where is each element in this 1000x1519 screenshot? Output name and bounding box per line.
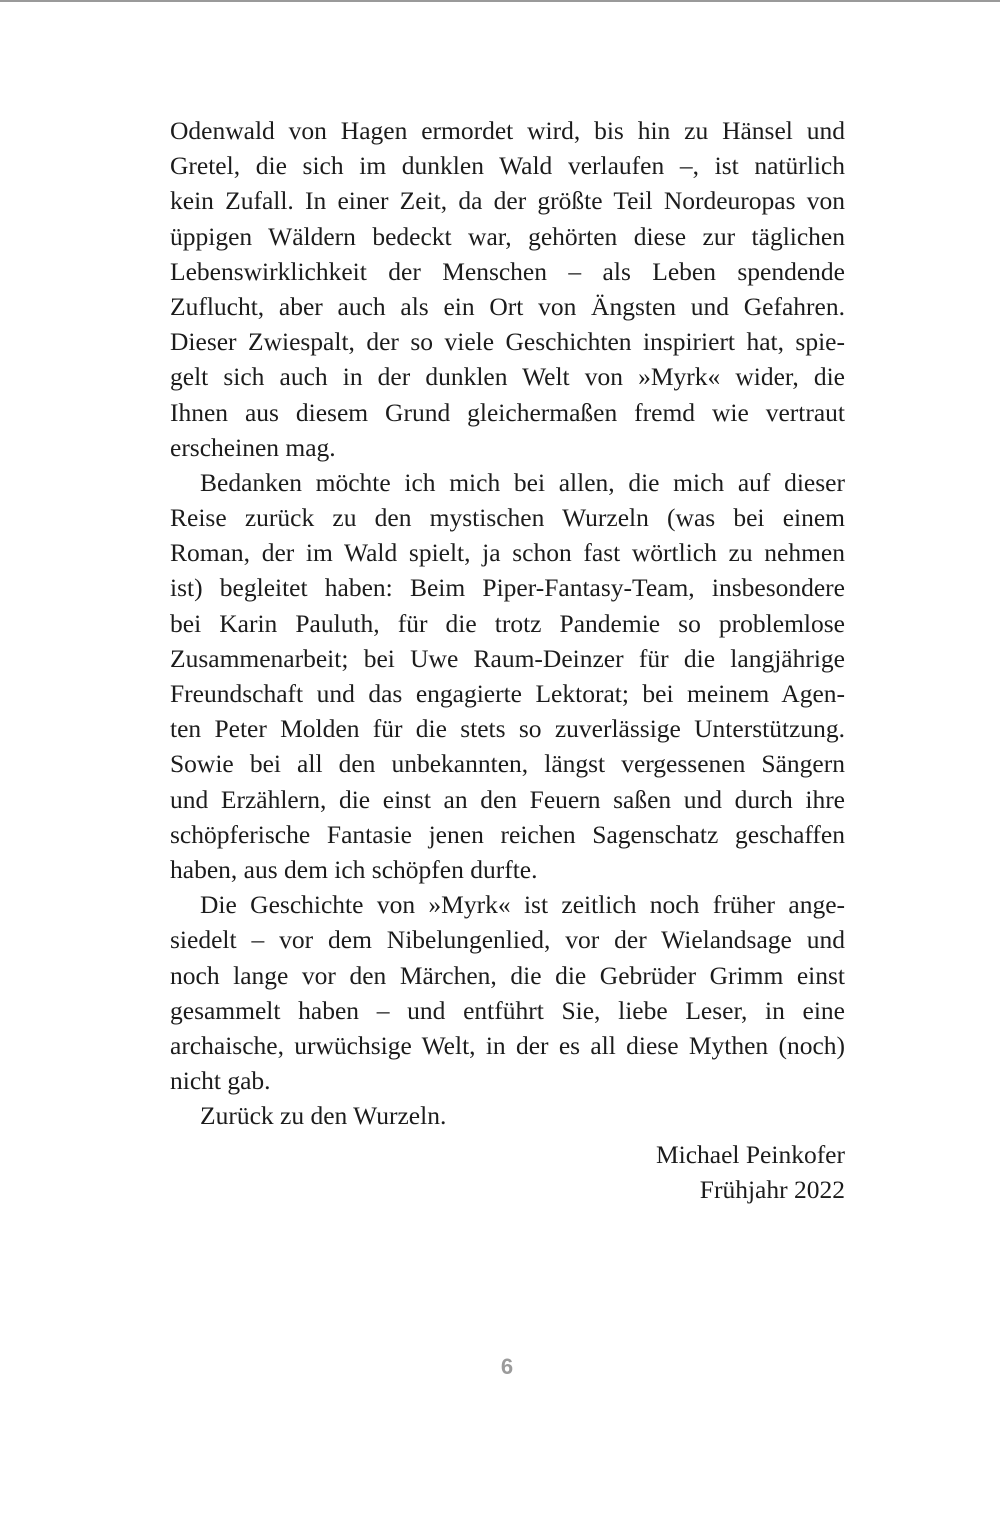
text-line: Odenwald von Hagen ermordet wird, bis hin zu Hänsel und [170,116,845,145]
text-line: Sowie bei all den unbekannten, längst vergessenen Sängern [170,749,845,779]
text-line: Zusammenarbeit; bei Uwe Raum-Deinzer für die langjährige [170,643,845,673]
text-line: Freundschaft und das engagierte Lektorat; bei meinem Agen- [170,679,845,708]
text-line: bei Karin Pauluth, für die trotz Pandemie so problemlose [170,608,845,638]
text-line: Dieser Zwiespalt, der so viele Geschichten inspiriert hat, spie- [170,327,845,357]
paragraph-1 [170,113,845,465]
text-line: Die Geschichte von »Myrk« ist zeitlich noch früher ange- [200,890,845,920]
text-line: noch lange vor den Märchen, die die Gebrüder Grimm einst [170,960,845,990]
text-line: haben, aus dem ich schöpfen durfte. [170,854,538,884]
text-line: siedelt – vor dem Nibelungenlied, vor der Wielandsage und [170,925,845,955]
text-line: Ihnen aus diesem Grund gleichermaßen fremd wie vertraut [170,397,845,427]
paragraph-2 [170,465,845,887]
author-name: Michael Peinkofer [655,1140,845,1169]
text-line: ten Peter Molden für die stets so zuverlässige Unterstützung. [170,714,845,744]
text-line: Zurück zu den Wurzeln. [200,1101,447,1131]
text-line: kein Zufall. In einer Zeit, da der größte Teil Nordeuropas von [170,186,845,216]
text-line: nicht gab. [170,1066,271,1096]
text-line: gesammelt haben – und entführt Sie, liebe Leser, in eine [170,995,845,1025]
text-line: archaische, urwüchsige Welt, in der es all diese Mythen (noch) [170,1030,845,1060]
text-line: ist) begleitet haben: Beim Piper-Fantasy-Team, insbesondere [170,573,845,603]
signature-date: Frühjahr 2022 [699,1175,845,1205]
text-line: und Erzählern, die einst an den Feuern saßen und durch ihre [170,784,845,814]
paragraph-4 [170,1098,845,1133]
paragraph-3 [170,887,845,1098]
text-line: erscheinen mag. [170,432,336,462]
text-line: üppigen Wäldern bedeckt war, gehörten diese zur täglichen [170,221,845,251]
text-line: Lebenswirklichkeit der Menschen – als Leben spendende [170,256,845,286]
text-line: gelt sich auch in der dunklen Welt von »Myrk« wider, die [170,362,845,392]
top-border-rule [0,0,1000,2]
text-line: Roman, der im Wald spielt, ja schon fast wörtlich zu nehmen [170,538,845,568]
text-line: Bedanken möchte ich mich bei allen, die mich auf dieser [200,467,845,497]
text-line: schöpferische Fantasie jenen reichen Sagenschatz geschaffen [170,819,845,849]
text-line: Reise zurück zu den mystischen Wurzeln (was bei einem [170,503,845,533]
signature-block [656,1137,845,1207]
page-body [170,113,845,1133]
text-line: Zuflucht, aber auch als ein Ort von Ängsten und Gefahren. [170,291,845,321]
page-number: 6 [500,1354,514,1379]
text-line: Gretel, die sich im dunklen Wald verlaufen –, ist natürlich [170,151,845,181]
